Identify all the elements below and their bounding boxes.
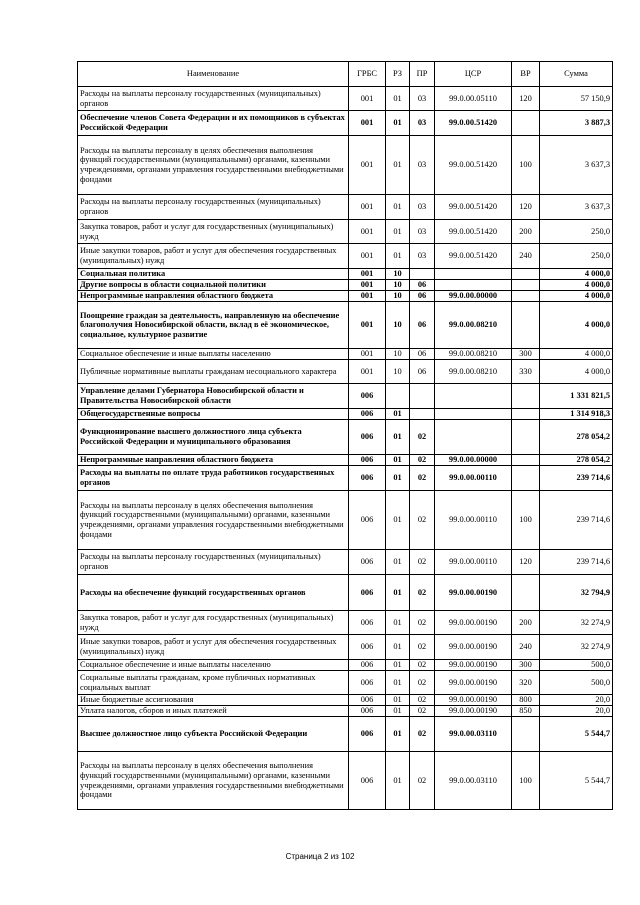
cell-sum: 239 714,6 [540, 491, 613, 550]
cell-pr: 02 [410, 550, 435, 575]
cell-grbs: 001 [349, 195, 386, 220]
cell-vr: 120 [512, 195, 540, 220]
cell-grbs: 006 [349, 466, 386, 491]
cell-name: Расходы на выплаты по оплате труда работников государственных органов [78, 466, 349, 491]
cell-grbs: 006 [349, 409, 386, 420]
header-grbs: ГРБС [349, 62, 386, 87]
cell-name: Расходы на обеспечение функций государственных органов [78, 575, 349, 611]
cell-name: Расходы на выплаты персоналу государственных (муниципальных) органов [78, 195, 349, 220]
cell-sum: 250,0 [540, 220, 613, 244]
cell-vr: 320 [512, 671, 540, 695]
cell-pr [410, 384, 435, 409]
cell-grbs: 006 [349, 752, 386, 810]
cell-sum: 250,0 [540, 244, 613, 269]
cell-vr: 240 [512, 244, 540, 269]
cell-csr: 99.0.00.03110 [435, 752, 512, 810]
cell-vr [512, 280, 540, 291]
cell-vr: 800 [512, 695, 540, 706]
cell-grbs: 006 [349, 575, 386, 611]
cell-name: Расходы на выплаты персоналу в целях обеспечения выполнения функций государственными (муниципальными) органами, казенными учреждениями, органами управления государственными внебюджетными фондами [78, 752, 349, 810]
table-row [78, 695, 613, 706]
cell-pr: 03 [410, 111, 435, 136]
cell-csr [435, 269, 512, 280]
cell-grbs: 006 [349, 491, 386, 550]
cell-pr: 03 [410, 195, 435, 220]
cell-sum: 57 150,9 [540, 87, 613, 111]
cell-vr [512, 466, 540, 491]
cell-rz: 01 [386, 220, 410, 244]
cell-grbs: 006 [349, 717, 386, 752]
table-row [78, 706, 613, 717]
cell-vr [512, 717, 540, 752]
cell-sum: 239 714,6 [540, 550, 613, 575]
cell-name: Иные закупки товаров, работ и услуг для обеспечения государственных (муниципальных) нужд [78, 635, 349, 660]
cell-rz: 01 [386, 671, 410, 695]
table-row [78, 752, 613, 810]
cell-rz [386, 384, 410, 409]
cell-rz: 01 [386, 466, 410, 491]
cell-vr: 100 [512, 136, 540, 195]
cell-vr: 300 [512, 660, 540, 671]
table-row [78, 280, 613, 291]
cell-csr [435, 384, 512, 409]
cell-sum: 4 000,0 [540, 269, 613, 280]
cell-grbs: 001 [349, 280, 386, 291]
table-header-row [78, 62, 613, 87]
table-row [78, 136, 613, 195]
cell-name: Расходы на выплаты персоналу в целях обеспечения выполнения функций государственными (муниципальными) органами, казенными учреждениями, органами управления государственными внебюджетными фондами [78, 491, 349, 550]
cell-name: Непрограммные направления областного бюджета [78, 455, 349, 466]
cell-csr: 99.0.00.05110 [435, 87, 512, 111]
cell-name: Социальная политика [78, 269, 349, 280]
table-row [78, 466, 613, 491]
cell-name: Обеспечение членов Совета Федерации и их помощников в субъектах Российской Федерации [78, 111, 349, 136]
cell-grbs: 001 [349, 220, 386, 244]
cell-sum: 4 000,0 [540, 302, 613, 349]
cell-vr: 850 [512, 706, 540, 717]
cell-csr [435, 409, 512, 420]
cell-sum: 239 714,6 [540, 466, 613, 491]
cell-sum: 500,0 [540, 671, 613, 695]
cell-pr: 06 [410, 349, 435, 360]
cell-name: Высшее должностное лицо субъекта Российской Федерации [78, 717, 349, 752]
cell-name: Социальные выплаты гражданам, кроме публичных нормативных социальных выплат [78, 671, 349, 695]
cell-name: Закупка товаров, работ и услуг для государственных (муниципальных) нужд [78, 611, 349, 635]
cell-csr [435, 280, 512, 291]
cell-sum: 1 331 821,5 [540, 384, 613, 409]
cell-rz: 01 [386, 195, 410, 220]
cell-pr: 02 [410, 706, 435, 717]
cell-pr: 02 [410, 635, 435, 660]
cell-rz: 01 [386, 136, 410, 195]
cell-pr: 03 [410, 87, 435, 111]
cell-csr: 99.0.00.51420 [435, 244, 512, 269]
header-sum: Сумма [540, 62, 613, 87]
cell-vr [512, 384, 540, 409]
cell-rz: 01 [386, 244, 410, 269]
cell-vr: 300 [512, 349, 540, 360]
table-row [78, 455, 613, 466]
cell-rz: 01 [386, 575, 410, 611]
header-rz: РЗ [386, 62, 410, 87]
cell-rz: 01 [386, 717, 410, 752]
cell-vr [512, 269, 540, 280]
cell-vr: 120 [512, 87, 540, 111]
cell-pr: 02 [410, 660, 435, 671]
cell-rz: 01 [386, 491, 410, 550]
cell-csr: 99.0.00.08210 [435, 302, 512, 349]
cell-pr: 02 [410, 611, 435, 635]
table-row [78, 550, 613, 575]
cell-pr: 03 [410, 136, 435, 195]
cell-vr [512, 420, 540, 455]
header-name: Наименование [78, 62, 349, 87]
cell-sum: 4 000,0 [540, 280, 613, 291]
cell-grbs: 006 [349, 550, 386, 575]
header-csr: ЦСР [435, 62, 512, 87]
cell-grbs: 006 [349, 635, 386, 660]
table-row [78, 269, 613, 280]
cell-csr: 99.0.00.00190 [435, 611, 512, 635]
cell-grbs: 006 [349, 384, 386, 409]
cell-name: Социальное обеспечение и иные выплаты населению [78, 349, 349, 360]
cell-rz: 10 [386, 269, 410, 280]
table-row [78, 349, 613, 360]
header-vr: ВР [512, 62, 540, 87]
cell-vr: 120 [512, 550, 540, 575]
cell-csr: 99.0.00.51420 [435, 111, 512, 136]
cell-sum: 500,0 [540, 660, 613, 671]
table-row [78, 420, 613, 455]
cell-vr: 240 [512, 635, 540, 660]
cell-pr: 02 [410, 671, 435, 695]
cell-name: Непрограммные направления областного бюджета [78, 291, 349, 302]
cell-sum: 5 544,7 [540, 717, 613, 752]
cell-vr [512, 302, 540, 349]
table-body [78, 87, 613, 810]
cell-name: Иные закупки товаров, работ и услуг для обеспечения государственных (муниципальных) нужд [78, 244, 349, 269]
cell-csr: 99.0.00.00190 [435, 635, 512, 660]
table-row [78, 409, 613, 420]
table-row [78, 635, 613, 660]
cell-sum: 20,0 [540, 706, 613, 717]
cell-pr: 02 [410, 717, 435, 752]
cell-pr: 06 [410, 291, 435, 302]
cell-grbs: 001 [349, 111, 386, 136]
cell-vr [512, 575, 540, 611]
cell-grbs: 006 [349, 695, 386, 706]
cell-vr [512, 455, 540, 466]
cell-vr [512, 291, 540, 302]
table-row [78, 111, 613, 136]
cell-sum: 278 054,2 [540, 420, 613, 455]
cell-grbs: 006 [349, 671, 386, 695]
cell-vr: 100 [512, 491, 540, 550]
table-row [78, 244, 613, 269]
cell-sum: 5 544,7 [540, 752, 613, 810]
cell-pr [410, 409, 435, 420]
cell-sum: 3 637,3 [540, 136, 613, 195]
cell-rz: 01 [386, 111, 410, 136]
cell-name: Поощрение граждан за деятельность, направленную на обеспечение благополучия Новосибирской области, вклад в её экономическое, социальное, культурное развитие [78, 302, 349, 349]
cell-sum: 32 274,9 [540, 635, 613, 660]
cell-name: Публичные нормативные выплаты гражданам несоциального характера [78, 360, 349, 384]
cell-grbs: 006 [349, 455, 386, 466]
cell-rz: 10 [386, 280, 410, 291]
cell-sum: 3 637,3 [540, 195, 613, 220]
table-row [78, 87, 613, 111]
cell-name: Расходы на выплаты персоналу государственных (муниципальных) органов [78, 550, 349, 575]
cell-grbs: 006 [349, 660, 386, 671]
cell-grbs: 006 [349, 706, 386, 717]
cell-csr: 99.0.00.03110 [435, 717, 512, 752]
cell-rz: 01 [386, 706, 410, 717]
table-row [78, 360, 613, 384]
table-row [78, 220, 613, 244]
cell-rz: 10 [386, 349, 410, 360]
cell-csr: 99.0.00.08210 [435, 360, 512, 384]
cell-grbs: 001 [349, 291, 386, 302]
cell-name: Общегосударственные вопросы [78, 409, 349, 420]
cell-grbs: 001 [349, 136, 386, 195]
cell-grbs: 006 [349, 611, 386, 635]
cell-rz: 10 [386, 302, 410, 349]
cell-name: Расходы на выплаты персоналу государственных (муниципальных) органов [78, 87, 349, 111]
cell-vr [512, 409, 540, 420]
cell-csr: 99.0.00.00110 [435, 550, 512, 575]
cell-rz: 01 [386, 550, 410, 575]
table-row [78, 671, 613, 695]
cell-rz: 10 [386, 360, 410, 384]
table-row [78, 575, 613, 611]
cell-csr: 99.0.00.00190 [435, 671, 512, 695]
cell-sum: 32 794,9 [540, 575, 613, 611]
cell-pr: 02 [410, 695, 435, 706]
cell-grbs: 001 [349, 360, 386, 384]
cell-csr: 99.0.00.51420 [435, 195, 512, 220]
cell-rz: 01 [386, 420, 410, 455]
cell-sum: 278 054,2 [540, 455, 613, 466]
cell-rz: 10 [386, 291, 410, 302]
cell-rz: 01 [386, 409, 410, 420]
cell-pr: 02 [410, 466, 435, 491]
cell-rz: 01 [386, 455, 410, 466]
cell-grbs: 001 [349, 87, 386, 111]
cell-csr: 99.0.00.51420 [435, 220, 512, 244]
cell-pr: 06 [410, 302, 435, 349]
cell-rz: 01 [386, 660, 410, 671]
table-row [78, 291, 613, 302]
cell-vr: 100 [512, 752, 540, 810]
cell-grbs: 001 [349, 269, 386, 280]
cell-csr [435, 420, 512, 455]
cell-pr [410, 269, 435, 280]
cell-rz: 01 [386, 752, 410, 810]
table-row [78, 384, 613, 409]
table-row [78, 491, 613, 550]
cell-pr: 06 [410, 280, 435, 291]
cell-sum: 4 000,0 [540, 349, 613, 360]
cell-name: Управление делами Губернатора Новосибирской области и Правительства Новосибирской области [78, 384, 349, 409]
cell-csr: 99.0.00.51420 [435, 136, 512, 195]
cell-grbs: 001 [349, 302, 386, 349]
cell-name: Другие вопросы в области социальной политики [78, 280, 349, 291]
cell-pr: 02 [410, 455, 435, 466]
cell-name: Иные бюджетные ассигнования [78, 695, 349, 706]
cell-vr: 330 [512, 360, 540, 384]
cell-sum: 4 000,0 [540, 291, 613, 302]
cell-csr: 99.0.00.00190 [435, 695, 512, 706]
budget-table [77, 61, 613, 810]
cell-pr: 06 [410, 360, 435, 384]
table-row [78, 195, 613, 220]
page-footer: Страница 2 из 102 [285, 852, 355, 861]
cell-grbs: 001 [349, 244, 386, 269]
cell-pr: 02 [410, 752, 435, 810]
cell-rz: 01 [386, 87, 410, 111]
cell-csr: 99.0.00.00190 [435, 575, 512, 611]
cell-pr: 03 [410, 244, 435, 269]
cell-pr: 02 [410, 575, 435, 611]
cell-rz: 01 [386, 695, 410, 706]
cell-csr: 99.0.00.00110 [435, 466, 512, 491]
cell-name: Закупка товаров, работ и услуг для государственных (муниципальных) нужд [78, 220, 349, 244]
cell-name: Уплата налогов, сборов и иных платежей [78, 706, 349, 717]
cell-rz: 01 [386, 635, 410, 660]
table-row [78, 302, 613, 349]
cell-csr: 99.0.00.00190 [435, 706, 512, 717]
cell-name: Функционирование высшего должностного лица субъекта Российской Федерации и муниципального образования [78, 420, 349, 455]
cell-grbs: 001 [349, 349, 386, 360]
cell-csr: 99.0.00.00000 [435, 291, 512, 302]
cell-csr: 99.0.00.00110 [435, 491, 512, 550]
cell-grbs: 006 [349, 420, 386, 455]
cell-sum: 3 887,3 [540, 111, 613, 136]
cell-csr: 99.0.00.00000 [435, 455, 512, 466]
cell-sum: 20,0 [540, 695, 613, 706]
cell-vr [512, 111, 540, 136]
table-row [78, 717, 613, 752]
cell-sum: 4 000,0 [540, 360, 613, 384]
cell-csr: 99.0.00.00190 [435, 660, 512, 671]
cell-pr: 02 [410, 491, 435, 550]
cell-vr: 200 [512, 611, 540, 635]
cell-sum: 1 314 918,3 [540, 409, 613, 420]
cell-name: Расходы на выплаты персоналу в целях обеспечения выполнения функций государственными (муниципальными) органами, казенными учреждениями, органами управления государственными внебюджетными фондами [78, 136, 349, 195]
cell-pr: 02 [410, 420, 435, 455]
cell-vr: 200 [512, 220, 540, 244]
cell-pr: 03 [410, 220, 435, 244]
header-pr: ПР [410, 62, 435, 87]
cell-rz: 01 [386, 611, 410, 635]
table-row [78, 660, 613, 671]
cell-sum: 32 274,9 [540, 611, 613, 635]
table-row [78, 611, 613, 635]
cell-csr: 99.0.00.08210 [435, 349, 512, 360]
cell-name: Социальное обеспечение и иные выплаты населению [78, 660, 349, 671]
